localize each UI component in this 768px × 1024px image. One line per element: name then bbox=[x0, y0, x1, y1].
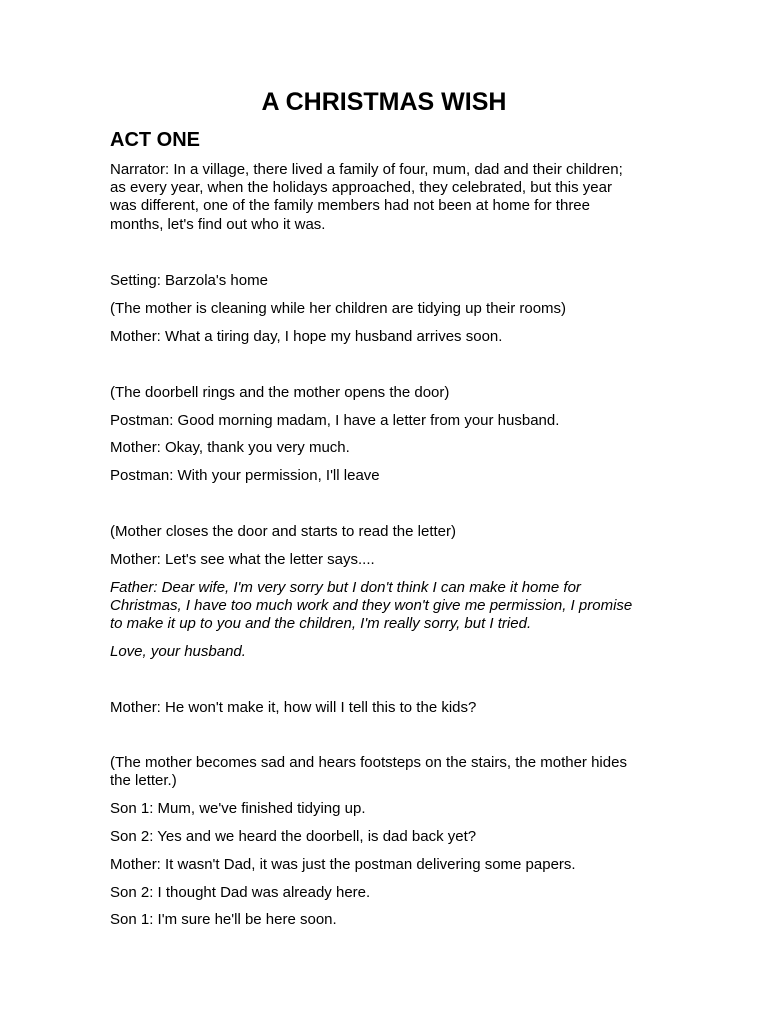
setting-line: Setting: Barzola's home bbox=[110, 272, 268, 289]
stage-direction: (The mother is cleaning while her children are tidying up their rooms) bbox=[110, 300, 567, 317]
stage-direction: (The doorbell rings and the mother opens the door) bbox=[110, 384, 450, 401]
letter-signoff: Love, your husband. bbox=[110, 643, 246, 660]
dialogue-line: Postman: Good morning madam, I have a letter from your husband. bbox=[110, 412, 560, 429]
dialogue-line: Mother: It wasn't Dad, it was just the postman delivering some papers. bbox=[110, 856, 576, 873]
document-title: A CHRISTMAS WISH bbox=[261, 88, 507, 116]
letter-text: Father: Dear wife, I'm very sorry but I don't think I can make it home for Christmas, I have too much work and they won't give me permission, I promise to make it up to you and the children, I'm really sorry, but I tried. bbox=[110, 579, 633, 633]
dialogue-line: Mother: What a tiring day, I hope my husband arrives soon. bbox=[110, 328, 503, 345]
stage-direction: (Mother closes the door and starts to read the letter) bbox=[110, 523, 457, 540]
dialogue-line: Mother: Okay, thank you very much. bbox=[110, 439, 350, 456]
narrator-paragraph: Narrator: In a village, there lived a family of four, mum, dad and their children; as every year, when the holidays approached, they celebrated, but this year was different, one of the family members had not been at home for three months, let's find out who it was. bbox=[110, 161, 623, 233]
dialogue-line: Son 2: Yes and we heard the doorbell, is dad back yet? bbox=[110, 828, 477, 845]
dialogue-line: Mother: He won't make it, how will I tell this to the kids? bbox=[110, 699, 477, 716]
act-heading: ACT ONE bbox=[110, 129, 200, 151]
dialogue-line: Postman: With your permission, I'll leave bbox=[110, 467, 380, 484]
stage-direction: (The mother becomes sad and hears footsteps on the stairs, the mother hides the letter.) bbox=[110, 754, 627, 790]
dialogue-line: Son 1: I'm sure he'll be here soon. bbox=[110, 911, 337, 928]
dialogue-line: Mother: Let's see what the letter says.... bbox=[110, 551, 375, 568]
dialogue-line: Son 2: I thought Dad was already here. bbox=[110, 884, 371, 901]
dialogue-line: Son 1: Mum, we've finished tidying up. bbox=[110, 800, 366, 817]
